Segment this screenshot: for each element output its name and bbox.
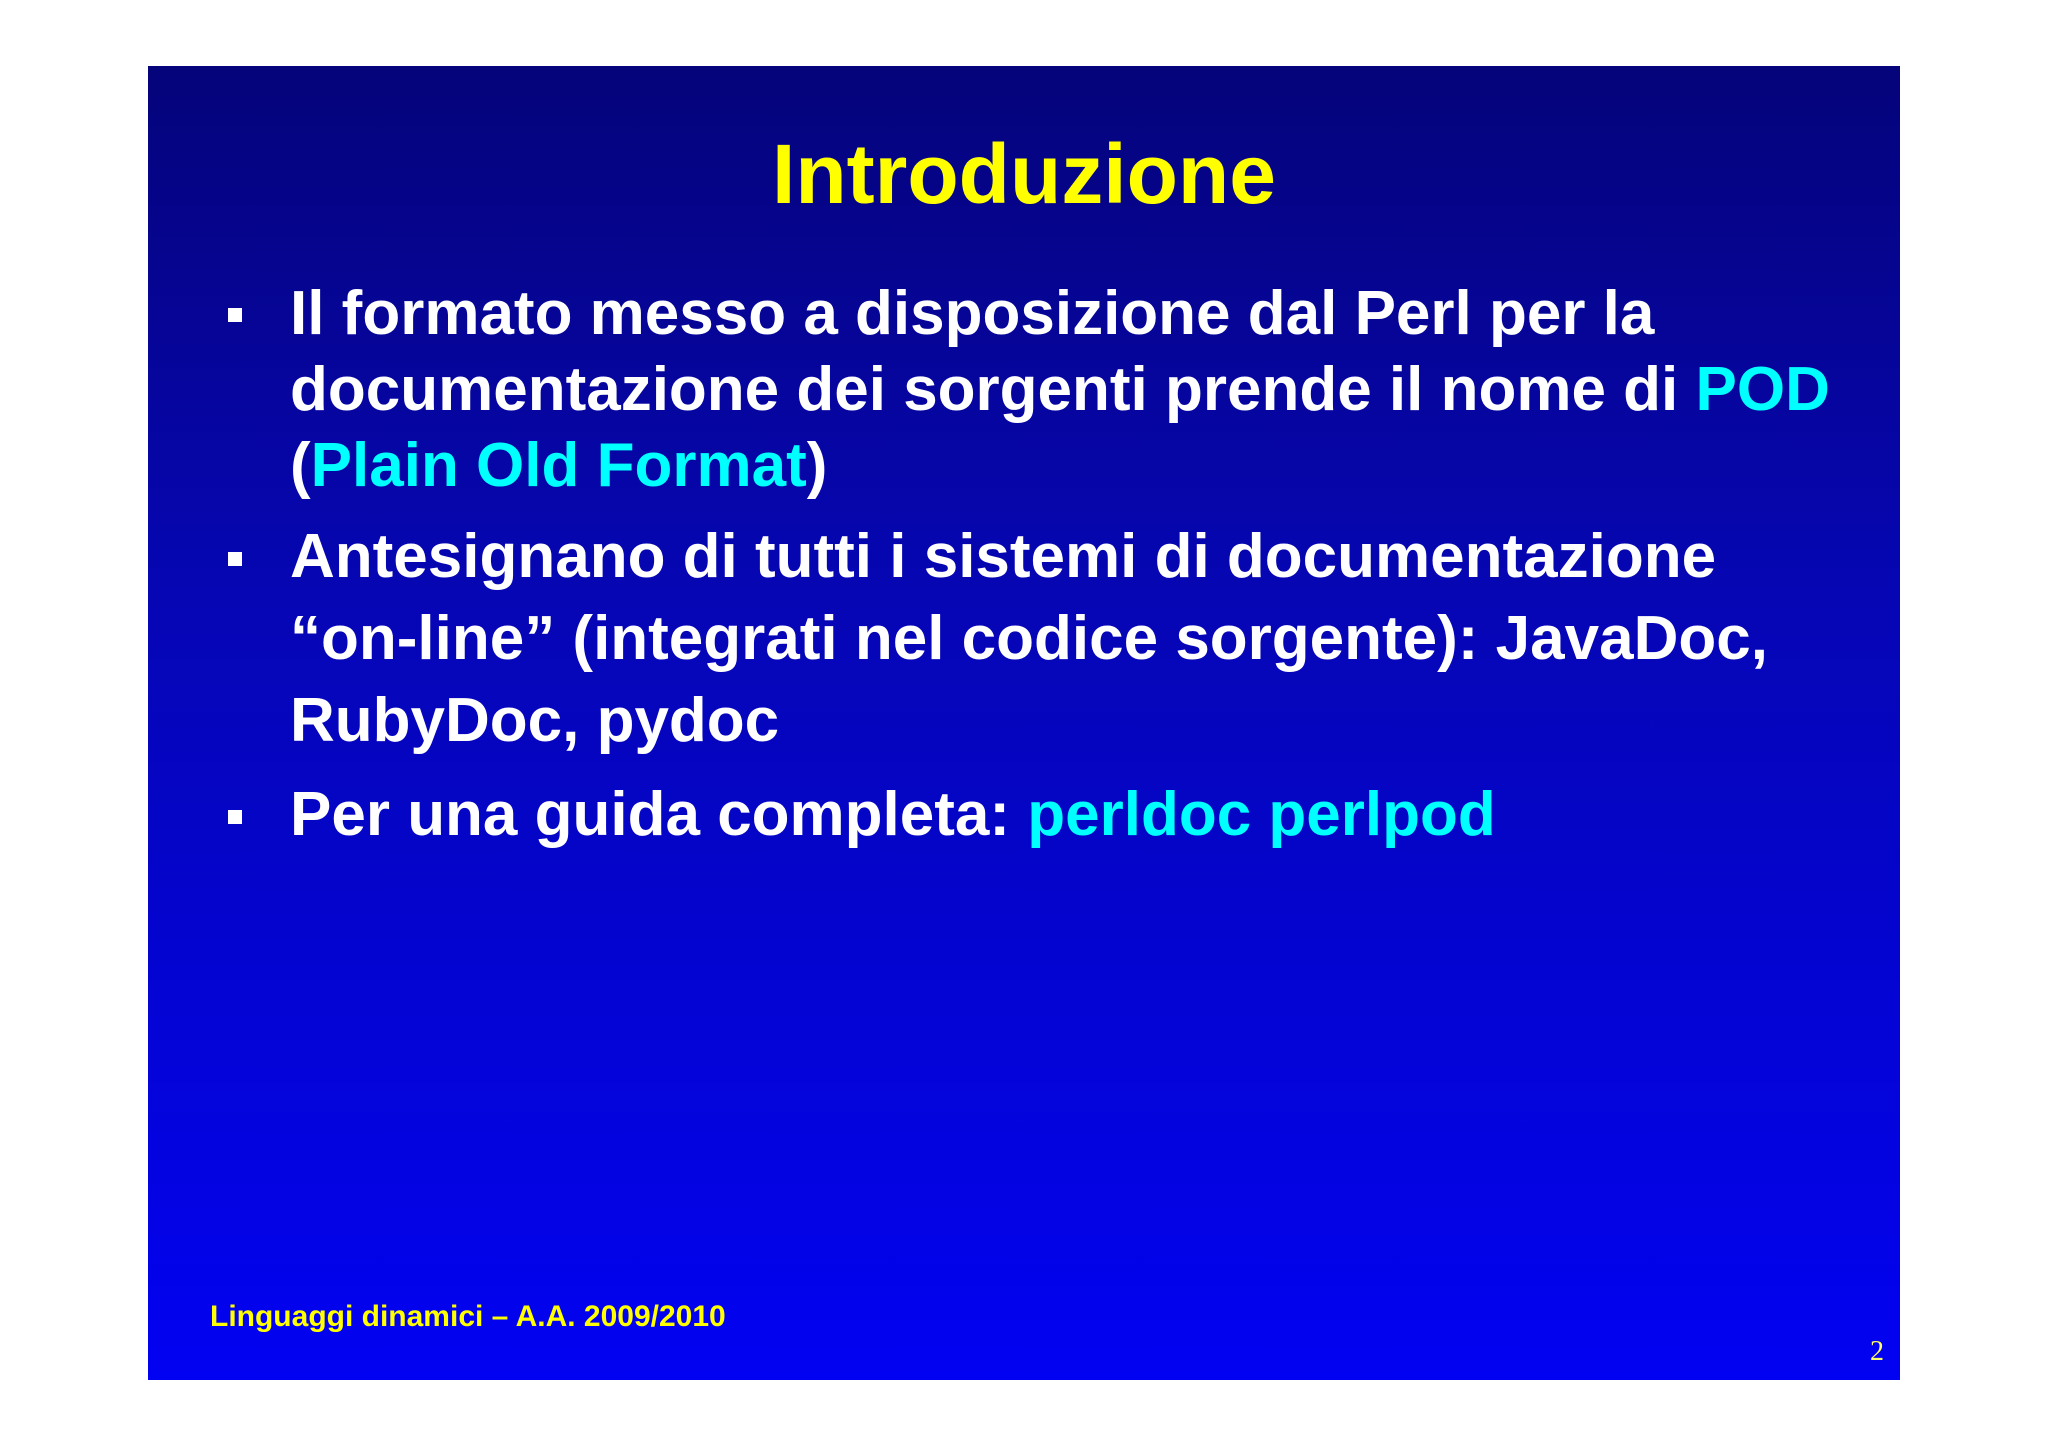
slide xyxy=(148,66,1900,1380)
bullet-text: Il formato messo a disposizione dal Perl per la documentazione dei sorgenti prende il nome di xyxy=(290,279,1696,424)
bullet-item-pod xyxy=(148,276,1900,504)
open-paren: ( xyxy=(290,431,311,500)
slide-footer: Linguaggi dinamici – A.A. 2009/2010 xyxy=(210,1300,726,1333)
pod-expansion: Plain Old Format xyxy=(310,431,807,500)
slide-title: Introduzione xyxy=(772,127,1276,221)
square-bullet-icon xyxy=(228,308,242,322)
close-paren: ) xyxy=(806,431,828,500)
bullet-item-guide xyxy=(148,774,1900,856)
bullet-list xyxy=(148,276,1900,856)
bullet-text: Antesignano di tutti i sistemi di documentazione “on-line” (integrati nel codice sorgente): JavaDoc, RubyDoc, pydoc xyxy=(290,522,1768,755)
bullet-item-antesignano xyxy=(148,516,1900,762)
square-bullet-icon xyxy=(228,552,242,566)
bullet-text: Per una guida completa: xyxy=(290,780,1028,849)
perldoc-command: perldoc perlpod xyxy=(1027,780,1496,849)
pod-term: POD xyxy=(1695,355,1830,424)
page-number: 2 xyxy=(1870,1336,1884,1367)
square-bullet-icon xyxy=(228,810,242,824)
